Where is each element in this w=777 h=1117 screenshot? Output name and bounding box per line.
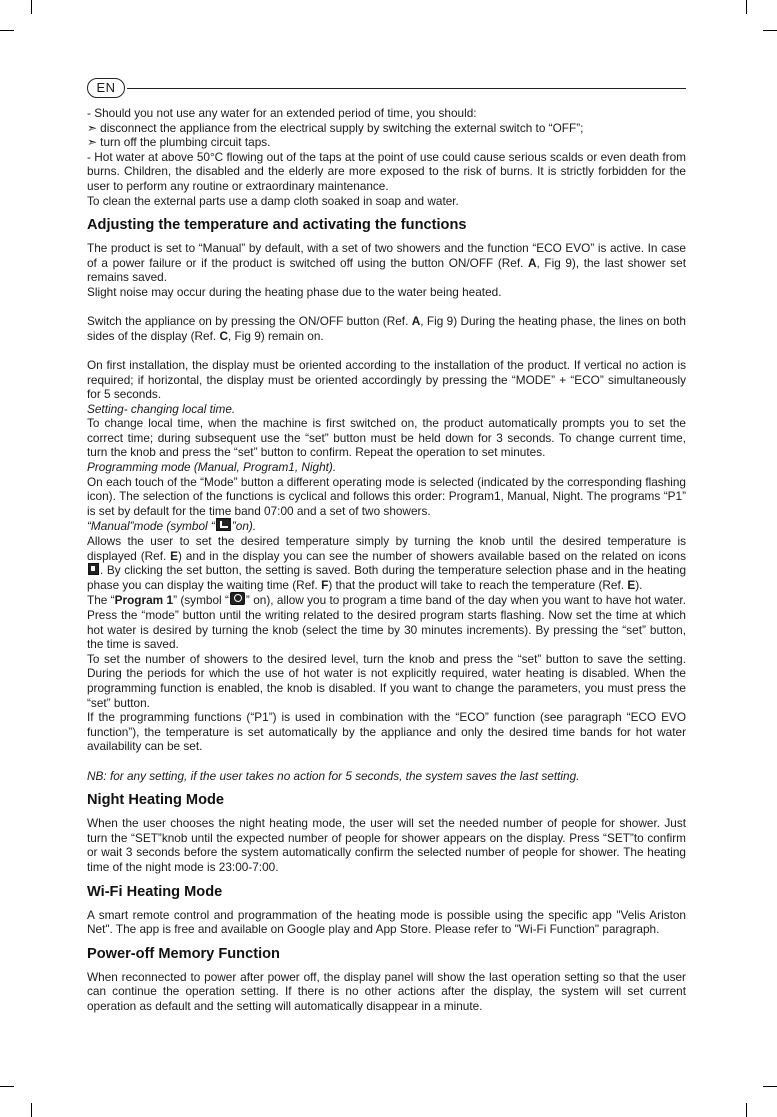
- language-badge: EN: [87, 78, 125, 98]
- crop-mark-right-top: [763, 30, 777, 31]
- intro-line-3: ➣ turn off the plumbing circuit taps.: [87, 135, 271, 150]
- section-title-wifi: Wi-Fi Heating Mode: [87, 883, 223, 900]
- section-title-night: Night Heating Mode: [87, 792, 225, 809]
- intro-line-4: - Hot water at above 50°C flowing out of the taps at the point of use could cause serious scalds or even death from burns. Children, the disabled and the elderly are more exposed to the risk of burns. It is strictly forbidden for the user to perform any routine or extraordinary maintenance.: [87, 149, 686, 193]
- document-body: [87, 106, 686, 1013]
- clock-icon: [230, 592, 245, 605]
- paragraph-wifi-mode: A smart remote control and programmation of the heating mode is possible using the specific app "Velis Ariston Net". The app is free and available on Google play and App Store. Please refer to "Wi-Fi Function" paragraph.: [87, 907, 686, 937]
- intro-line-5: To clean the external parts use a damp cloth soaked in soap and water.: [87, 193, 459, 208]
- paragraph-default-settings: The product is set to “Manual” by default, with a set of two showers and the function “ECO EVO” is active. In case of a power failure or if the product is switched off using the button ON/OFF (Ref. A, Fig 9), the last shower set remains saved.: [87, 241, 686, 285]
- paragraph-power-off: When reconnected to power after power off, the display panel will show the last operation setting so that the user can continue the operation setting. If there is no other actions after the display, the system will set current operation as default and the setting will automatically disappear in a minute.: [87, 969, 686, 1013]
- section-title-temperature: Adjusting the temperature and activating the functions: [87, 217, 467, 234]
- paragraph-switch-on: Switch the appliance on by pressing the ON/OFF button (Ref. A, Fig 9) During the heating phase, the lines on both sides of the display (Ref. C, Fig 9) remain on.: [87, 314, 686, 343]
- subheading-local-time: Setting- changing local time.: [87, 401, 236, 416]
- crop-mark-right-bottom: [763, 1086, 777, 1087]
- manual-hand-icon: [216, 518, 231, 531]
- crop-mark-top-right: [746, 0, 747, 14]
- page-header: [87, 78, 686, 102]
- subheading-manual-mode: “Manual”mode (symbol “ ”on).: [87, 519, 257, 534]
- paragraph-night-mode: When the user chooses the night heating mode, the user will set the needed number of people for shower. Just turn the “SET”knob until the expected number of people for shower appears on the display. Press “SET”to confirm or wait 3 seconds before the system automatically confirm the selected number of people for shower. The heating time of the night mode is 23:00-7:00.: [87, 816, 686, 874]
- paragraph-manual-mode: Allows the user to set the desired temperature simply by turning the knob until the desired temperature is displayed (Ref. E) and in the display you can see the number of showers available based on the related on icons . By clicking the set button, the setting is saved. Both during the temperature selection phase and in the heating phase you can display the waiting time (Ref. F) that the product will take to reach the temperature (Ref. E).: [87, 534, 686, 592]
- crop-mark-left-top: [0, 30, 14, 31]
- paragraph-shower-count: To set the number of showers to the desired level, turn the knob and press the “set” button to save the setting. During the periods for which the use of hot water is not explicitly required, water heating is disabled. When the programming function is enabled, the knob is disabled. If you want to change the parameters, you must press the “set” button.: [87, 651, 686, 710]
- paragraph-program-1: The “Program 1” (symbol “ ” on), allow you to program a time band of the day when you want to have hot water. Press the “mode” button until the writing related to the desired program starts flashing. Now set the time at which hot water is desired by turning the knob (select the time by 30 minutes increments). By pressing the “set” button, the time is saved.: [87, 593, 686, 652]
- crop-mark-top-left: [31, 0, 32, 14]
- crop-mark-bottom-right: [746, 1103, 747, 1117]
- paragraph-orientation: On first installation, the display must be oriented according to the installation of the product. If vertical no action is required; if horizontal, the display must be oriented accordingly by pressing the “MODE” + “ECO” simultaneously for 5 seconds.: [87, 357, 686, 402]
- paragraph-eco-combination: If the programming functions (“P1”) is used in combination with the “ECO” function (see paragraph “ECO EVO function”), the temperature is set automatically by the appliance and only the desired time bands for hot water availability can be set.: [87, 710, 686, 754]
- subheading-programming-mode: Programming mode (Manual, Program1, Night).: [87, 460, 337, 475]
- paragraph-mode-cycle: On each touch of the “Mode” button a different operating mode is selected (indicated by the corresponding flashing icon). The selection of the functions is cyclical and follows this order: Program1, Manual, Night. The programs “P1” is set by default for the time band 07:00 and a set of two showers.: [87, 474, 686, 518]
- intro-line-1: - Should you not use any water for an extended period of time, you should:: [87, 106, 477, 120]
- intro-line-2: ➣ disconnect the appliance from the electrical supply by switching the external switch to “OFF”;: [87, 120, 584, 135]
- note-auto-save: NB: for any setting, if the user takes no action for 5 seconds, the system saves the last setting.: [87, 768, 580, 783]
- crop-mark-bottom-left: [31, 1103, 32, 1117]
- section-title-power-off: Power-off Memory Function: [87, 945, 280, 962]
- crop-mark-left-bottom: [0, 1086, 14, 1087]
- paragraph-noise: Slight noise may occur during the heating phase due to the water being heated.: [87, 284, 502, 299]
- paragraph-local-time: To change local time, when the machine is first switched on, the product automatically prompts you to set the correct time; during subsequent use the “set” button must be held down for 3 seconds. To change current time, turn the knob and press the “set” button to confirm. Repeat the operation to set minutes.: [87, 416, 686, 460]
- header-rule: [127, 88, 686, 89]
- shower-icon: [88, 563, 99, 575]
